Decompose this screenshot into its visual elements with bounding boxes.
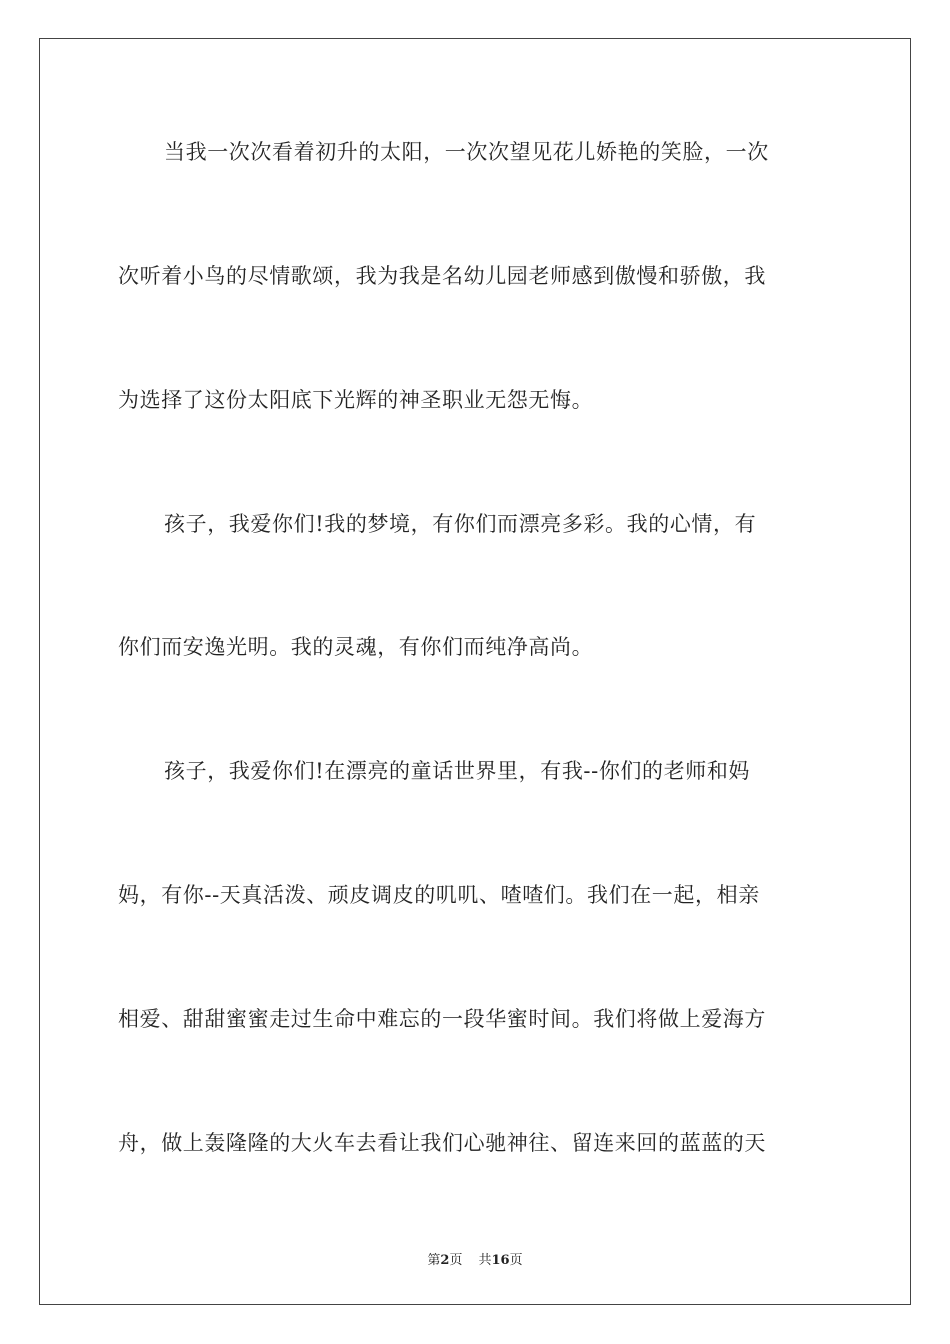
text-line-5: 你们而安逸光明。我的灵魂，有你们而纯净高尚。	[118, 635, 594, 659]
text-line-2: 次听着小鸟的尽情歌颂，我为我是名幼儿园老师感到傲慢和骄傲，我	[118, 264, 766, 288]
text-line-6: 孩子，我爱你们!在漂亮的童话世界里，有我--你们的老师和妈	[164, 759, 751, 783]
page-total: 16	[491, 1253, 510, 1268]
text-line-8: 相爱、甜甜蜜蜜走过生命中难忘的一段华蜜时间。我们将做上爱海方	[118, 1007, 766, 1031]
text-line-4: 孩子，我爱你们!我的梦境，有你们而漂亮多彩。我的心情，有	[164, 512, 757, 536]
page-footer	[0, 1249, 950, 1268]
text-line-7: 妈，有你--天真活泼、顽皮调皮的叽叽、喳喳们。我们在一起，相亲	[118, 883, 760, 907]
text-line-1: 当我一次次看着初升的太阳，一次次望见花儿娇艳的笑脸，一次	[164, 140, 769, 164]
page-frame	[39, 38, 911, 1305]
total-suffix: 页	[509, 1253, 523, 1268]
text-line-9: 舟，做上轰隆隆的大火车去看让我们心驰神往、留连来回的蓝蓝的天	[118, 1131, 766, 1155]
total-prefix: 共	[478, 1253, 492, 1268]
page-prefix: 第	[427, 1253, 441, 1268]
text-line-3: 为选择了这份太阳底下光辉的神圣职业无怨无悔。	[118, 388, 594, 412]
page-current: 2	[440, 1253, 450, 1268]
page-suffix: 页	[449, 1253, 463, 1268]
